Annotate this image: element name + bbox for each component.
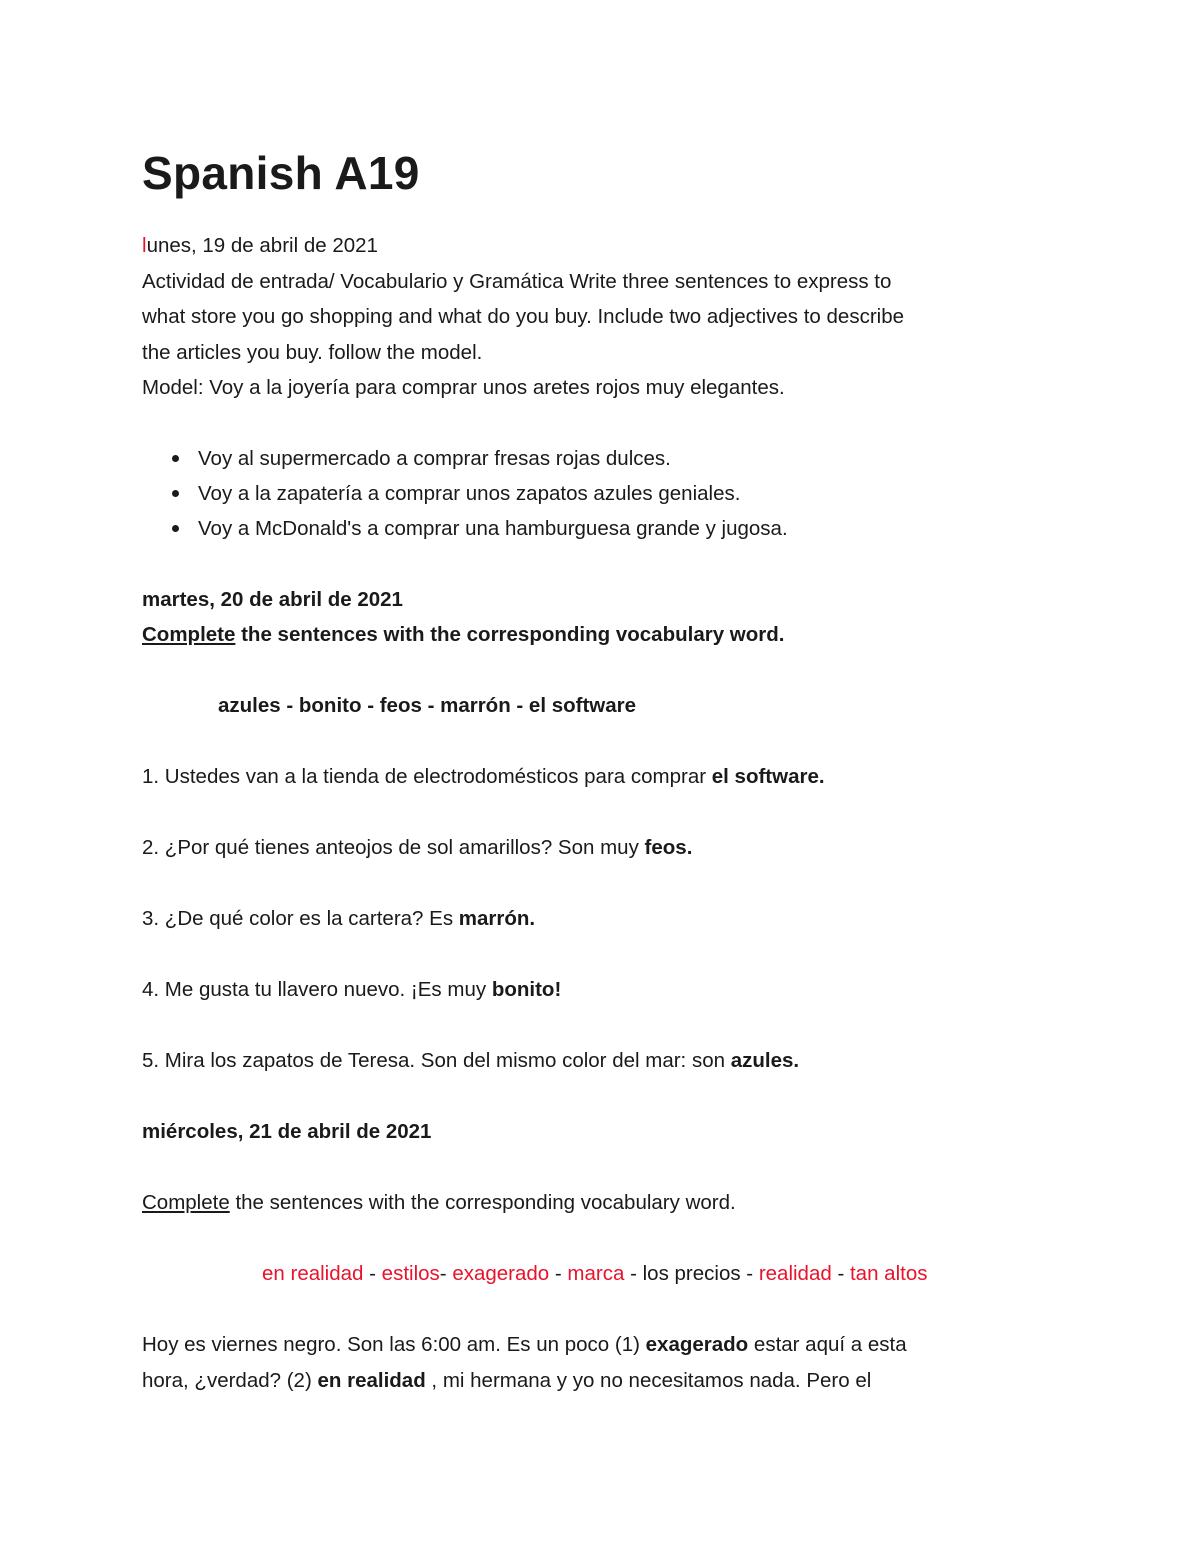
paragraph-text: hora, ¿verdad? (2) [142, 1368, 318, 1392]
list-item-text: Voy al supermercado a comprar fresas rojas dulces. [198, 447, 671, 470]
instruction-line [142, 1185, 1072, 1221]
bank-separator: - [439, 1262, 453, 1285]
document-title: Spanish A19 [142, 147, 420, 199]
exercise-punct: . [529, 907, 536, 930]
date-first-letter: l [142, 234, 147, 257]
bank-word: estilos [381, 1262, 440, 1285]
list-item-text: Voy a McDonald's a comprar una hamburguesa grande y jugosa. [198, 517, 788, 540]
exercise-answer: marrón [458, 907, 530, 930]
exercise-punct: . [686, 836, 693, 859]
paragraph-text: , mi hermana y yo no necesitamos nada. Pero el [425, 1368, 872, 1392]
exercise-text: 5. Mira los zapatos de Teresa. Son del mismo color del mar: son [142, 1049, 731, 1072]
date-heading-martes: martes, 20 de abril de 2021 [142, 587, 403, 611]
bank-word: tan altos [849, 1262, 928, 1285]
instruction-text: the sentences with the corresponding vocabulary word. [235, 623, 785, 646]
instruction-line-3: the articles you buy. follow the model. [142, 340, 483, 364]
model-sentence: Model: Voy a la joyería para comprar unos aretes rojos muy elegantes. [142, 376, 785, 399]
bullet-icon [172, 490, 179, 497]
word-bank-colored [142, 1256, 1072, 1292]
bullet-icon [172, 455, 179, 462]
bank-word: en realidad [262, 1262, 364, 1285]
bank-word: marca [567, 1262, 625, 1285]
bank-separator: - [363, 1262, 382, 1285]
instruction-line-2: what store you go shopping and what do you buy. Include two adjectives to describe [142, 305, 905, 328]
bank-word: exagerado [452, 1262, 550, 1285]
exercise-item-5 [142, 1043, 1072, 1079]
paragraph-text: estar aquí a esta [748, 1333, 907, 1356]
exercise-punct: ! [554, 978, 562, 1001]
exercise-text: 4. Me gusta tu llavero nuevo. ¡Es muy [142, 978, 492, 1001]
exercise-item-1 [142, 759, 1072, 795]
bullet-icon [172, 525, 179, 532]
exercise-answer: el software [711, 765, 819, 788]
paragraph-text: Hoy es viernes negro. Son las 6:00 am. Es un poco (1) [142, 1333, 646, 1356]
word-bank: azules - bonito - feos - marrón - el software [218, 694, 637, 717]
answer-bullet-list [142, 441, 1072, 546]
date-heading-miercoles: miércoles, 21 de abril de 2021 [142, 1120, 432, 1143]
list-item [142, 441, 1072, 476]
exercise-text: 1. Ustedes van a la tienda de electrodomésticos para comprar [142, 765, 712, 788]
exercise-item-3 [142, 901, 1072, 937]
underlined-word: Complete [142, 623, 236, 646]
list-item [142, 476, 1072, 511]
exercise-item-2 [142, 830, 1072, 866]
exercise-answer: azules [730, 1049, 794, 1072]
underlined-word: Complete [142, 1191, 230, 1214]
bank-separator: - los precios - [624, 1262, 759, 1285]
paragraph-line-2 [142, 1363, 1072, 1399]
bank-separator: - [549, 1262, 568, 1285]
instruction-line-1: Actividad de entrada/ Vocabulario y Gramática Write three sentences to express to [142, 269, 892, 293]
list-item [142, 511, 1072, 546]
date-rest: unes, 19 de abril de 2021 [146, 234, 378, 257]
exercise-answer: feos [644, 836, 687, 859]
paragraph-answer: en realidad [317, 1368, 426, 1392]
list-item-text: Voy a la zapatería a comprar unos zapatos azules geniales. [198, 482, 741, 505]
date-heading-lunes [142, 228, 1072, 264]
instruction-line [142, 617, 1072, 653]
exercise-item-4 [142, 972, 1072, 1008]
exercise-punct: . [793, 1049, 800, 1072]
exercise-answer: bonito [491, 978, 555, 1001]
document-page [142, 138, 1072, 1398]
exercise-text: 2. ¿Por qué tienes anteojos de sol amarillos? Son muy [142, 836, 645, 859]
instruction-text: the sentences with the corresponding vocabulary word. [229, 1191, 736, 1214]
exercise-punct: . [818, 765, 825, 788]
paragraph-answer: exagerado [645, 1333, 749, 1356]
paragraph-line-1 [142, 1327, 1072, 1363]
bank-word: realidad [758, 1262, 832, 1285]
exercise-text: 3. ¿De qué color es la cartera? Es [142, 907, 459, 930]
bank-separator: - [831, 1262, 850, 1285]
